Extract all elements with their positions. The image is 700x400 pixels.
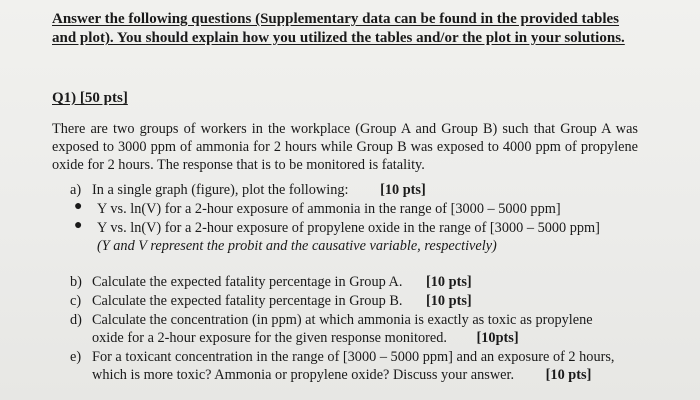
part-b-points: [10 pts] — [426, 274, 472, 290]
part-e-points: [10 pts] — [545, 367, 592, 383]
part-b-label: b) — [70, 274, 82, 290]
part-d-continued — [92, 329, 519, 347]
part-e-line-1: For a toxicant concentration in the range of [3000 – 5000 ppm] and an exposure of 2 hours, — [92, 349, 615, 365]
part-e — [70, 348, 615, 366]
part-c-label: c) — [70, 293, 82, 309]
question-title: Q1) [50 pts] — [52, 90, 128, 106]
part-d-points: [10pts] — [476, 330, 519, 346]
part-a — [70, 181, 426, 199]
bullet-icon: ● — [74, 218, 83, 233]
part-c — [70, 292, 472, 310]
part-a-points: [10 pts] — [380, 182, 426, 198]
part-d — [70, 311, 593, 329]
instructions-heading — [52, 10, 662, 48]
part-a-bullet-1: Y vs. ln(V) for a 2-hour exposure of ammonia in the range of [3000 – 5000 ppm] — [97, 201, 561, 217]
part-e-line-2: which is more toxic? Ammonia or propylene oxide? Discuss your answer. — [92, 367, 515, 383]
part-e-continued — [92, 366, 591, 384]
instructions-line-2: and plot). You should explain how you utilized the tables and/or the plot in your solutions. — [52, 30, 625, 46]
part-a-note: (Y and V represent the probit and the causative variable, respectively) — [97, 238, 497, 254]
part-b — [70, 273, 472, 291]
part-e-label: e) — [70, 349, 82, 365]
part-a-label: a) — [70, 182, 82, 198]
part-d-label: d) — [70, 312, 82, 328]
bullet-icon: ● — [74, 199, 83, 214]
instructions-line-1: Answer the following questions (Supplementary data can be found in the provided tables — [52, 11, 620, 27]
part-c-points: [10 pts] — [426, 293, 472, 309]
part-b-text: Calculate the expected fatality percentage in Group A. — [92, 274, 403, 290]
part-a-bullet-2: Y vs. ln(V) for a 2-hour exposure of propylene oxide in the range of [3000 – 5000 ppm] — [97, 220, 600, 236]
question-intro: There are two groups of workers in the workplace (Group A and Group B) such that Group A was exposed to 3000 ppm of ammonia for 2 hours while Group B was exposed to 4000 ppm of propylene oxide for 2 hours. The response that is to be monitored is fatality. — [52, 121, 638, 173]
part-d-line-2: oxide for a 2-hour exposure for the given response monitored. — [92, 330, 447, 346]
part-c-text: Calculate the expected fatality percentage in Group B. — [92, 293, 403, 309]
part-d-line-1: Calculate the concentration (in ppm) at which ammonia is exactly as toxic as propylene — [92, 312, 593, 328]
part-a-text: In a single graph (figure), plot the following: — [92, 182, 349, 198]
